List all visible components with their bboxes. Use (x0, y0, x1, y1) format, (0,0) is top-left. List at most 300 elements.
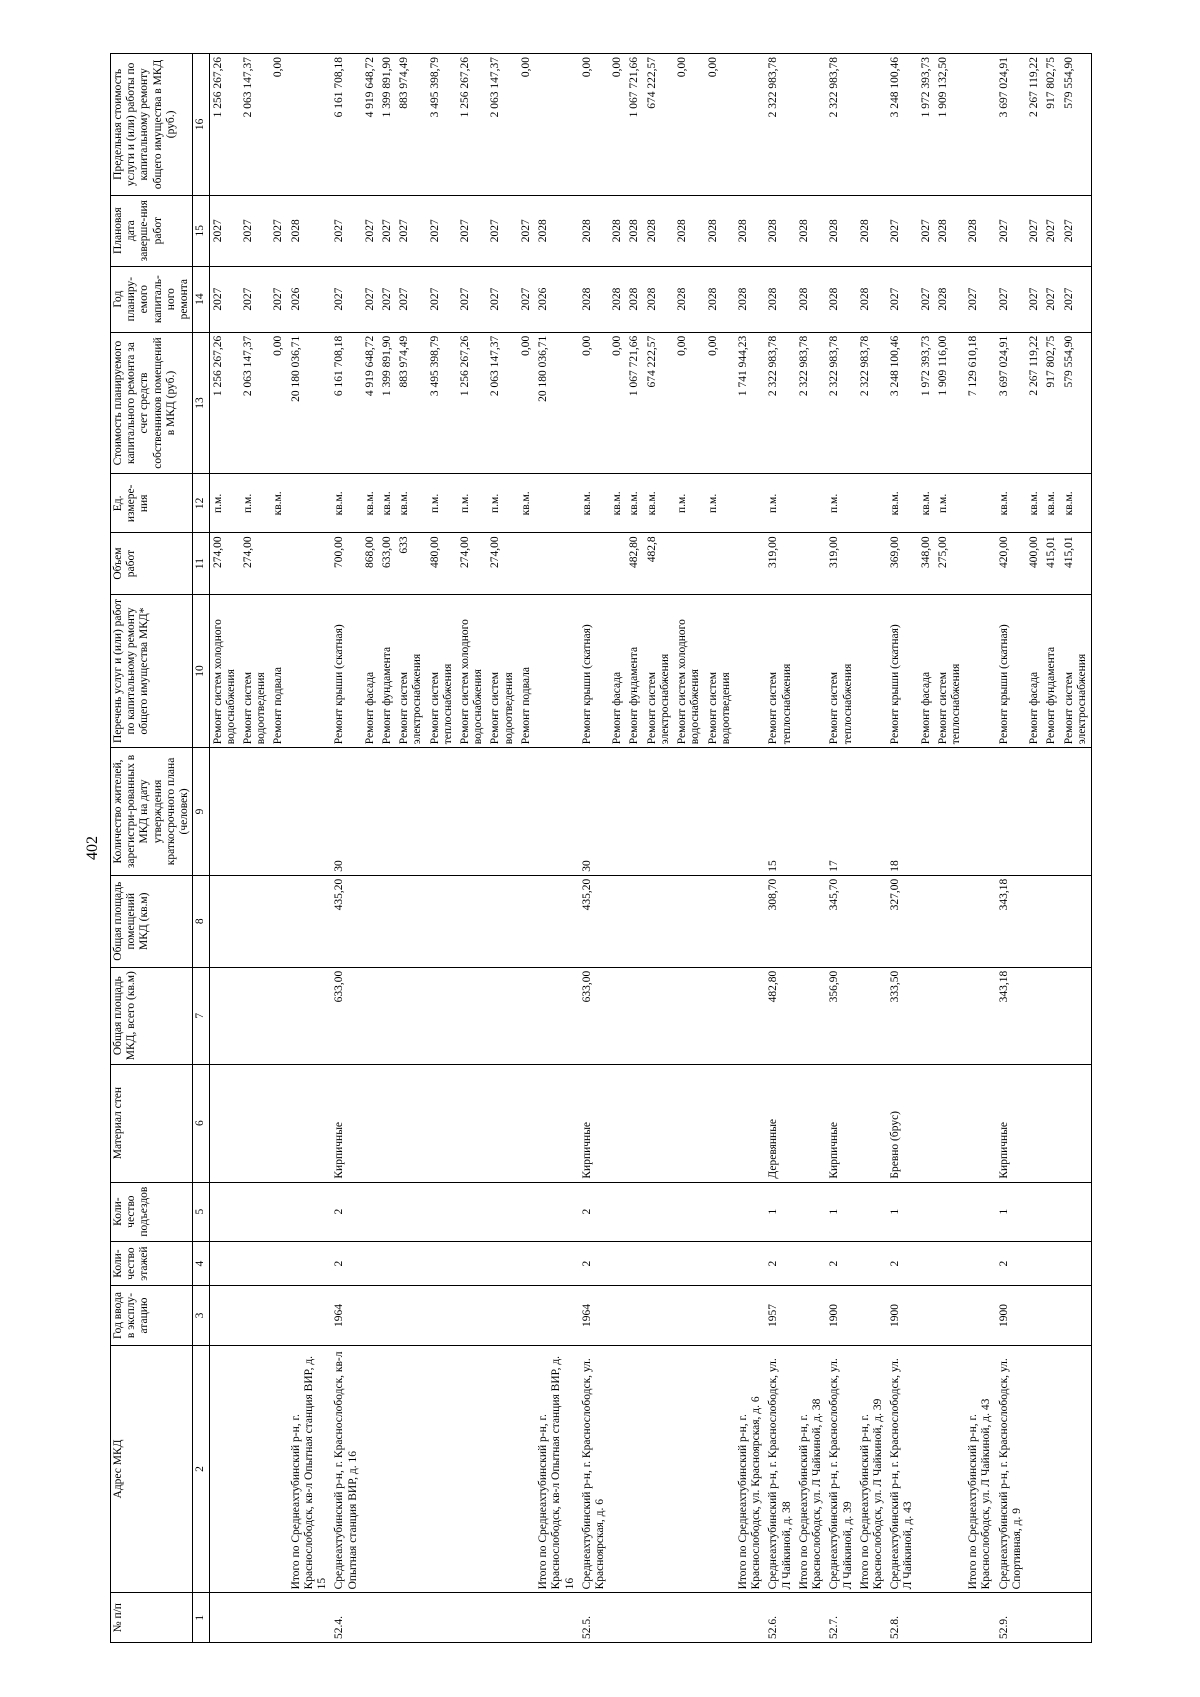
residents-cell (705, 748, 735, 875)
total-area-cell: 333,50 (887, 967, 917, 1064)
floors-cell (644, 1241, 674, 1286)
total-area-cell (918, 967, 935, 1064)
row-number (288, 1593, 332, 1643)
entrances-cell (1043, 1182, 1060, 1241)
work-type-cell: Ремонт систем теплоснабжения (427, 594, 457, 747)
end-date-cell: 2028 (674, 195, 704, 266)
volume-cell (535, 533, 579, 594)
floors-cell (518, 1241, 535, 1286)
limit-cost-cell (288, 54, 332, 196)
address-cell: Итого по Среднеахтубинский р-н, г. Краснослободск, кв-л Опытная станция ВИР, д. 16 (535, 1345, 579, 1593)
total-area-cell (362, 967, 379, 1064)
residents-cell (965, 748, 995, 875)
end-date-cell: 2028 (626, 195, 643, 266)
limit-cost-cell: 2 322 983,78 (765, 54, 795, 196)
wall-material-cell (379, 1064, 396, 1182)
residents-cell (735, 748, 765, 875)
entrances-cell: 2 (579, 1182, 609, 1241)
address-cell: Итого по Среднеахтубинский р-н, г. Краснослободск, ул. Л Чайкиной, д. 38 (796, 1345, 826, 1593)
column-header-14: Год планиру-емого капиталь-ного ремонта (111, 266, 193, 332)
wall-material-cell (609, 1064, 626, 1182)
rooms-area-cell: 435,20 (579, 875, 609, 967)
row-number: 52.4. (331, 1593, 361, 1643)
volume-cell (579, 533, 609, 594)
table-row (518, 54, 535, 1643)
plan-year-cell: 2028 (826, 266, 856, 332)
table-row (331, 54, 361, 1643)
entrances-cell (518, 1182, 535, 1241)
column-number: 11 (193, 533, 209, 594)
row-number (609, 1593, 626, 1643)
row-number: 52.9. (996, 1593, 1026, 1643)
table-row (535, 54, 579, 1643)
entrances-cell: 2 (331, 1182, 361, 1241)
unit-cell (965, 474, 995, 533)
wall-material-cell (1061, 1064, 1092, 1182)
volume-cell: 274,00 (240, 533, 270, 594)
entrances-cell (1026, 1182, 1043, 1241)
limit-cost-cell: 0,00 (609, 54, 626, 196)
unit-cell: кв.м. (887, 474, 917, 533)
cost-cell: 3 248 100,46 (887, 332, 917, 474)
total-area-cell (240, 967, 270, 1064)
work-type-cell: Ремонт фундамента (379, 594, 396, 747)
work-type-cell: Ремонт фундамента (626, 594, 643, 747)
volume-cell (735, 533, 765, 594)
plan-year-cell: 2028 (579, 266, 609, 332)
column-number-row (193, 54, 209, 1643)
entrances-cell (644, 1182, 674, 1241)
row-number (935, 1593, 965, 1643)
year-cell (457, 1286, 487, 1345)
end-date-cell: 2028 (644, 195, 674, 266)
column-number: 15 (193, 195, 209, 266)
entrances-cell (288, 1182, 332, 1241)
work-type-cell: Ремонт систем теплоснабжения (765, 594, 795, 747)
work-type-cell: Ремонт систем электроснабжения (396, 594, 426, 747)
column-number: 4 (193, 1241, 209, 1286)
table-row (965, 54, 995, 1643)
total-area-cell (1061, 967, 1092, 1064)
unit-cell: п.м. (457, 474, 487, 533)
floors-cell (379, 1241, 396, 1286)
column-number: 12 (193, 474, 209, 533)
cost-cell: 0,00 (270, 332, 287, 474)
table-row (240, 54, 270, 1643)
residents-cell (209, 748, 240, 875)
column-header-5: Коли-чество подъездов (111, 1182, 193, 1241)
floors-cell (270, 1241, 287, 1286)
column-number: 7 (193, 967, 209, 1064)
cost-cell: 1 909 116,00 (935, 332, 965, 474)
work-type-cell: Ремонт систем водоотведения (705, 594, 735, 747)
address-cell (362, 1345, 379, 1593)
floors-cell (735, 1241, 765, 1286)
table-row (857, 54, 887, 1643)
plan-year-cell: 2028 (765, 266, 795, 332)
wall-material-cell (288, 1064, 332, 1182)
column-header-6: Материал стен (111, 1064, 193, 1182)
year-cell (427, 1286, 457, 1345)
work-type-cell: Ремонт фасада (1026, 594, 1043, 747)
year-cell (644, 1286, 674, 1345)
row-number (209, 1593, 240, 1643)
year-cell (1061, 1286, 1092, 1345)
plan-year-cell: 2027 (918, 266, 935, 332)
work-type-cell: Ремонт подвала (270, 594, 287, 747)
end-date-cell: 2028 (965, 195, 995, 266)
limit-cost-cell (796, 54, 826, 196)
entrances-cell (796, 1182, 826, 1241)
work-type-cell: Ремонт систем теплоснабжения (826, 594, 856, 747)
volume-cell (796, 533, 826, 594)
plan-year-cell: 2027 (396, 266, 426, 332)
entrances-cell (362, 1182, 379, 1241)
address-cell (935, 1345, 965, 1593)
volume-cell: 319,00 (826, 533, 856, 594)
floors-cell (935, 1241, 965, 1286)
end-date-cell: 2027 (396, 195, 426, 266)
end-date-cell: 2027 (918, 195, 935, 266)
wall-material-cell (427, 1064, 457, 1182)
column-header-9: Количество жителей, зарегистри-рованных в МКД на дату утверждения краткосрочного плана (человек) (111, 748, 193, 875)
wall-material-cell: Кирпичные (579, 1064, 609, 1182)
wall-material-cell (457, 1064, 487, 1182)
year-cell (1043, 1286, 1060, 1345)
limit-cost-cell: 1 067 721,66 (626, 54, 643, 196)
limit-cost-cell: 6 161 708,18 (331, 54, 361, 196)
rooms-area-cell: 327,00 (887, 875, 917, 967)
row-number (1061, 1593, 1092, 1643)
volume-cell: 415,01 (1061, 533, 1092, 594)
year-cell (735, 1286, 765, 1345)
address-cell: Среднеахтубинский р-н, г. Краснослободск, ул. Спортивная, д. 9 (996, 1345, 1026, 1593)
rooms-area-cell (518, 875, 535, 967)
rooms-area-cell (705, 875, 735, 967)
rooms-area-cell (288, 875, 332, 967)
residents-cell: 18 (887, 748, 917, 875)
address-cell (457, 1345, 487, 1593)
floors-cell (1061, 1241, 1092, 1286)
floors-cell (965, 1241, 995, 1286)
address-cell (518, 1345, 535, 1593)
limit-cost-cell: 917 802,75 (1043, 54, 1060, 196)
end-date-cell: 2027 (457, 195, 487, 266)
rooms-area-cell (1026, 875, 1043, 967)
rooms-area-cell (609, 875, 626, 967)
end-date-cell: 2027 (270, 195, 287, 266)
total-area-cell (705, 967, 735, 1064)
cost-cell: 1 399 891,90 (379, 332, 396, 474)
volume-cell: 274,00 (209, 533, 240, 594)
end-date-cell: 2028 (735, 195, 765, 266)
year-cell: 1964 (579, 1286, 609, 1345)
end-date-cell: 2028 (857, 195, 887, 266)
address-cell: Среднеахтубинский р-н, г. Краснослободск, кв-л Опытная станция ВИР, д. 16 (331, 1345, 361, 1593)
limit-cost-cell: 1 909 132,50 (935, 54, 965, 196)
residents-cell (396, 748, 426, 875)
unit-cell: п.м. (826, 474, 856, 533)
limit-cost-cell (535, 54, 579, 196)
year-cell (487, 1286, 517, 1345)
residents-cell (240, 748, 270, 875)
entrances-cell (965, 1182, 995, 1241)
year-cell (626, 1286, 643, 1345)
cost-cell: 3 697 024,91 (996, 332, 1026, 474)
limit-cost-cell: 4 919 648,72 (362, 54, 379, 196)
residents-cell (518, 748, 535, 875)
column-header-15: Плановая дата заверше-ния работ (111, 195, 193, 266)
year-cell (1026, 1286, 1043, 1345)
table-row (288, 54, 332, 1643)
wall-material-cell (735, 1064, 765, 1182)
rooms-area-cell (674, 875, 704, 967)
rooms-area-cell (626, 875, 643, 967)
table-row (826, 54, 856, 1643)
column-header-1: № п/п (111, 1593, 193, 1643)
column-number: 16 (193, 54, 209, 196)
total-area-cell (270, 967, 287, 1064)
year-cell (918, 1286, 935, 1345)
residents-cell: 30 (579, 748, 609, 875)
work-type-cell: Ремонт фасада (918, 594, 935, 747)
plan-year-cell: 2027 (1043, 266, 1060, 332)
cost-cell: 2 322 983,78 (826, 332, 856, 474)
plan-year-cell: 2027 (1061, 266, 1092, 332)
volume-cell: 415,01 (1043, 533, 1060, 594)
volume-cell (609, 533, 626, 594)
table-row (609, 54, 626, 1643)
row-number (240, 1593, 270, 1643)
limit-cost-cell (735, 54, 765, 196)
unit-cell: кв.м. (579, 474, 609, 533)
residents-cell (1026, 748, 1043, 875)
address-cell: Среднеахтубинский р-н, г. Краснослободск, ул. Л Чайкиной, д. 43 (887, 1345, 917, 1593)
work-type-cell: Ремонт крыши (скатная) (331, 594, 361, 747)
address-cell (644, 1345, 674, 1593)
rooms-area-cell (209, 875, 240, 967)
row-number: 52.5. (579, 1593, 609, 1643)
floors-cell (626, 1241, 643, 1286)
volume-cell: 633 (396, 533, 426, 594)
total-area-cell (427, 967, 457, 1064)
floors-cell (1043, 1241, 1060, 1286)
address-cell (427, 1345, 457, 1593)
column-header-12: Ед. измере-ния (111, 474, 193, 533)
column-header-16: Предельная стоимость услуги и (или) работы по капитальному ремонту общего имущества в МКД (руб.) (111, 54, 193, 196)
volume-cell (518, 533, 535, 594)
plan-year-cell: 2028 (644, 266, 674, 332)
plan-year-cell: 2027 (996, 266, 1026, 332)
repair-plan-table (110, 53, 1092, 1643)
year-cell (396, 1286, 426, 1345)
address-cell (674, 1345, 704, 1593)
table-row (1026, 54, 1043, 1643)
total-area-cell (535, 967, 579, 1064)
table-row (705, 54, 735, 1643)
total-area-cell: 482,80 (765, 967, 795, 1064)
wall-material-cell: Кирпичные (331, 1064, 361, 1182)
wall-material-cell: Бревно (брус) (887, 1064, 917, 1182)
work-type-cell (796, 594, 826, 747)
residents-cell (487, 748, 517, 875)
work-type-cell: Ремонт фундамента (1043, 594, 1060, 747)
cost-cell: 674 222,57 (644, 332, 674, 474)
residents-cell (674, 748, 704, 875)
table-row (379, 54, 396, 1643)
end-date-cell: 2027 (240, 195, 270, 266)
rooms-area-cell (379, 875, 396, 967)
limit-cost-cell: 0,00 (674, 54, 704, 196)
plan-year-cell: 2028 (609, 266, 626, 332)
table-row (487, 54, 517, 1643)
row-number (1043, 1593, 1060, 1643)
row-number (857, 1593, 887, 1643)
cost-cell: 917 802,75 (1043, 332, 1060, 474)
plan-year-cell: 2028 (674, 266, 704, 332)
rooms-area-cell (735, 875, 765, 967)
floors-cell: 2 (765, 1241, 795, 1286)
year-cell (674, 1286, 704, 1345)
total-area-cell (857, 967, 887, 1064)
volume-cell: 319,00 (765, 533, 795, 594)
floors-cell (535, 1241, 579, 1286)
address-cell (1026, 1345, 1043, 1593)
column-header-11: Объем работ (111, 533, 193, 594)
wall-material-cell (644, 1064, 674, 1182)
work-type-cell: Ремонт систем теплоснабжения (935, 594, 965, 747)
wall-material-cell (487, 1064, 517, 1182)
plan-year-cell: 2028 (857, 266, 887, 332)
plan-year-cell: 2028 (796, 266, 826, 332)
work-type-cell: Ремонт систем холодного водоснабжения (209, 594, 240, 747)
end-date-cell: 2027 (487, 195, 517, 266)
wall-material-cell (1043, 1064, 1060, 1182)
cost-cell: 7 129 610,18 (965, 332, 995, 474)
floors-cell: 2 (996, 1241, 1026, 1286)
limit-cost-cell: 2 322 983,78 (826, 54, 856, 196)
plan-year-cell: 2027 (1026, 266, 1043, 332)
end-date-cell: 2028 (765, 195, 795, 266)
entrances-cell (674, 1182, 704, 1241)
volume-cell (674, 533, 704, 594)
cost-cell: 2 322 983,78 (796, 332, 826, 474)
work-type-cell (857, 594, 887, 747)
limit-cost-cell: 2 267 119,22 (1026, 54, 1043, 196)
unit-cell: п.м. (705, 474, 735, 533)
limit-cost-cell: 579 554,90 (1061, 54, 1092, 196)
limit-cost-cell: 674 222,57 (644, 54, 674, 196)
unit-cell: кв.м. (918, 474, 935, 533)
total-area-cell (674, 967, 704, 1064)
column-number: 1 (193, 1593, 209, 1643)
rooms-area-cell (362, 875, 379, 967)
rooms-area-cell (796, 875, 826, 967)
address-cell: Среднеахтубинский р-н, г. Краснослободск, ул. Красноярская, д. 6 (579, 1345, 609, 1593)
address-cell (918, 1345, 935, 1593)
table-row (626, 54, 643, 1643)
limit-cost-cell: 0,00 (579, 54, 609, 196)
floors-cell (918, 1241, 935, 1286)
address-cell: Итого по Среднеахтубинский р-н, г. Краснослободск, ул. Л Чайкиной, д. 43 (965, 1345, 995, 1593)
plan-year-cell: 2027 (362, 266, 379, 332)
end-date-cell: 2028 (826, 195, 856, 266)
rooms-area-cell: 345,70 (826, 875, 856, 967)
rooms-area-cell (487, 875, 517, 967)
unit-cell: п.м. (935, 474, 965, 533)
wall-material-cell (1026, 1064, 1043, 1182)
cost-cell: 0,00 (705, 332, 735, 474)
work-type-cell: Ремонт систем водоотведения (240, 594, 270, 747)
rooms-area-cell: 435,20 (331, 875, 361, 967)
rooms-area-cell: 343,18 (996, 875, 1026, 967)
table-row (735, 54, 765, 1643)
table-row (935, 54, 965, 1643)
cost-cell: 2 322 983,78 (765, 332, 795, 474)
wall-material-cell: Кирпичные (996, 1064, 1026, 1182)
page-number: 402 (84, 836, 101, 860)
address-cell (396, 1345, 426, 1593)
plan-year-cell: 2027 (487, 266, 517, 332)
total-area-cell (609, 967, 626, 1064)
total-area-cell (735, 967, 765, 1064)
entrances-cell: 1 (826, 1182, 856, 1241)
plan-year-cell: 2028 (626, 266, 643, 332)
column-number: 6 (193, 1064, 209, 1182)
total-area-cell: 343,18 (996, 967, 1026, 1064)
rooms-area-cell (1043, 875, 1060, 967)
residents-cell: 17 (826, 748, 856, 875)
total-area-cell (1043, 967, 1060, 1064)
wall-material-cell (209, 1064, 240, 1182)
volume-cell: 274,00 (487, 533, 517, 594)
limit-cost-cell: 1 256 267,26 (209, 54, 240, 196)
entrances-cell (735, 1182, 765, 1241)
entrances-cell (487, 1182, 517, 1241)
year-cell (965, 1286, 995, 1345)
cost-cell: 2 063 147,37 (240, 332, 270, 474)
end-date-cell: 2027 (209, 195, 240, 266)
table-row (270, 54, 287, 1643)
limit-cost-cell: 0,00 (518, 54, 535, 196)
total-area-cell (457, 967, 487, 1064)
work-type-cell: Ремонт систем холодного водоснабжения (674, 594, 704, 747)
row-number (362, 1593, 379, 1643)
cost-cell: 2 063 147,37 (487, 332, 517, 474)
end-date-cell: 2028 (609, 195, 626, 266)
work-type-cell: Ремонт фасада (362, 594, 379, 747)
wall-material-cell (796, 1064, 826, 1182)
address-cell: Среднеахтубинский р-н, г. Краснослободск, ул. Л Чайкиной, д. 39 (826, 1345, 856, 1593)
unit-cell (735, 474, 765, 533)
floors-cell (427, 1241, 457, 1286)
address-cell (270, 1345, 287, 1593)
column-header-13: Стоимость планируемого капитального ремонта за счет средств собственников помещений в МКД (руб.) (111, 332, 193, 474)
residents-cell: 30 (331, 748, 361, 875)
total-area-cell (209, 967, 240, 1064)
row-number: 52.7. (826, 1593, 856, 1643)
row-number (1026, 1593, 1043, 1643)
unit-cell: п.м. (209, 474, 240, 533)
work-type-cell: Ремонт систем водоотведения (487, 594, 517, 747)
year-cell (705, 1286, 735, 1345)
work-type-cell (535, 594, 579, 747)
volume-cell: 482,80 (626, 533, 643, 594)
year-cell: 1900 (887, 1286, 917, 1345)
total-area-cell (288, 967, 332, 1064)
cost-cell: 579 554,90 (1061, 332, 1092, 474)
residents-cell (857, 748, 887, 875)
